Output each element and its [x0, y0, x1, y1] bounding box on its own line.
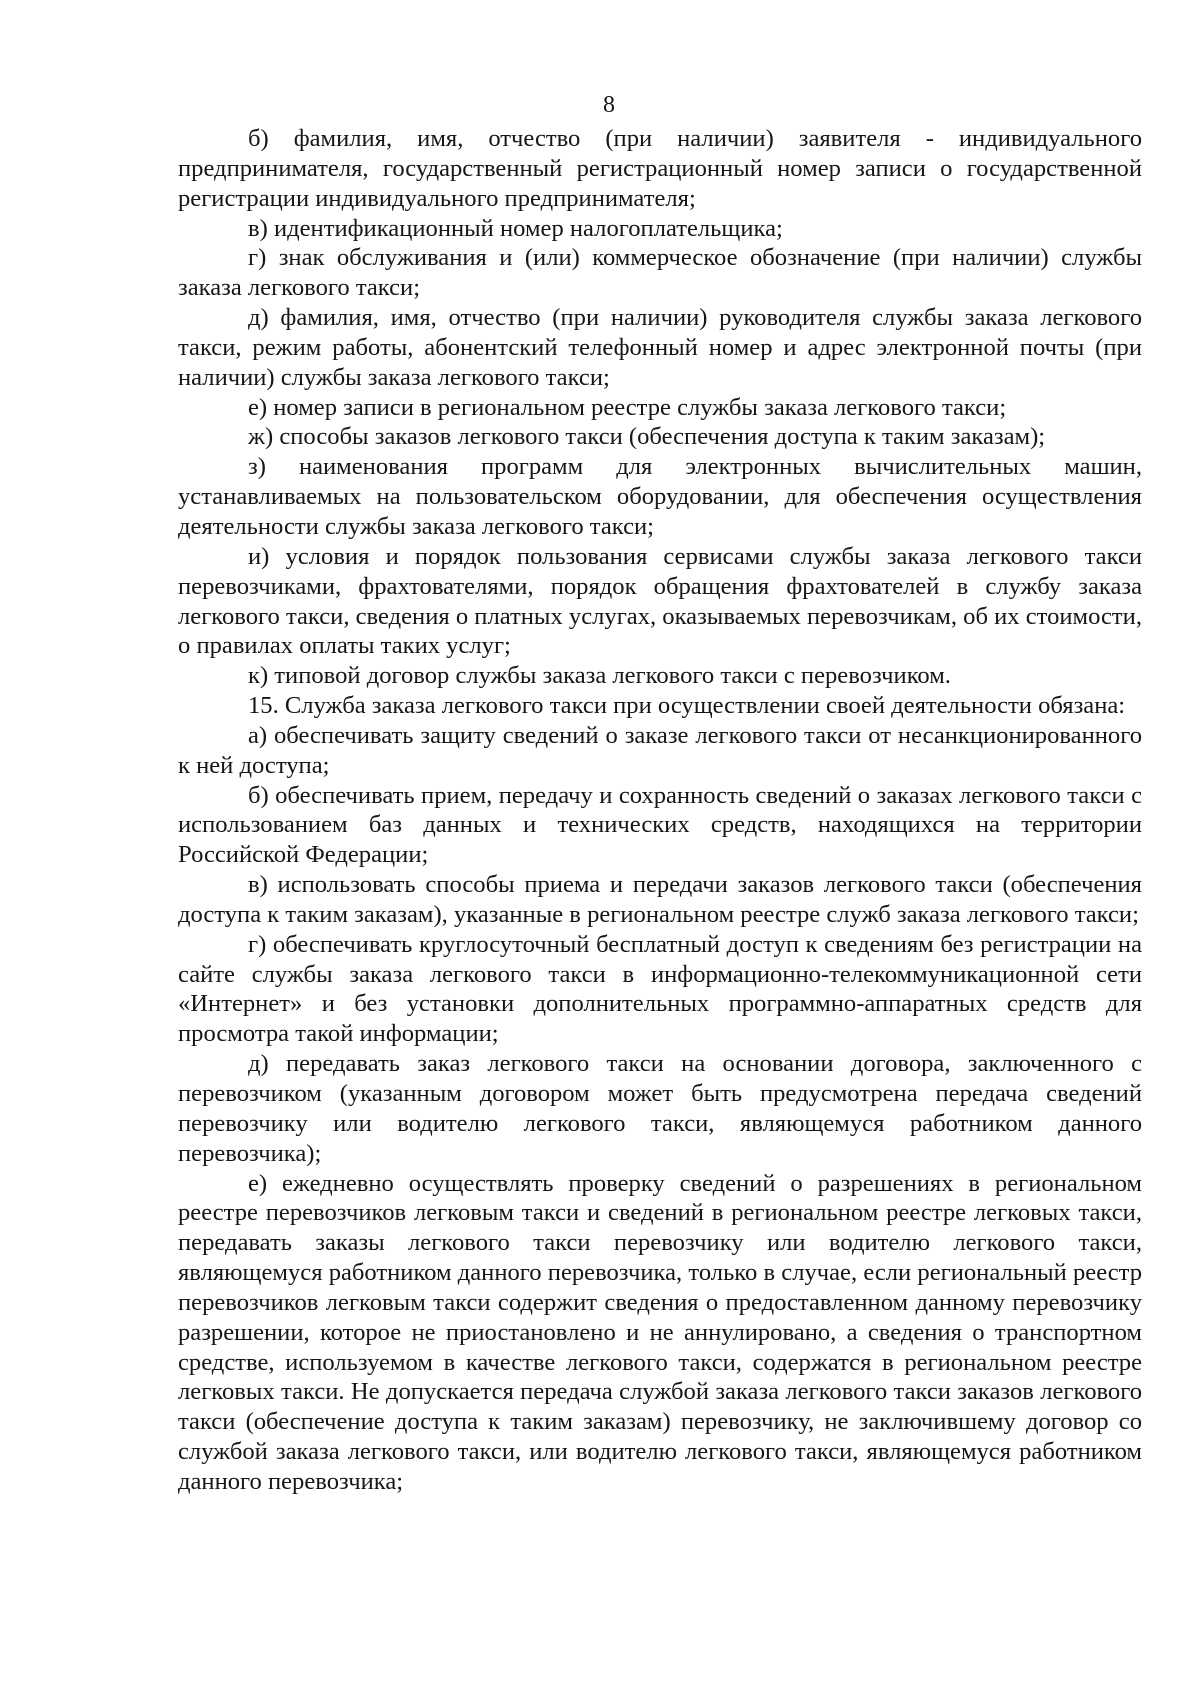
paragraph-b-data-storage: б) обеспечивать прием, передачу и сохранность сведений о заказах легкового такси с использованием баз данных и технических средств, находящихся на территории Российской Федерации; [178, 781, 1142, 869]
section-15-obligations: 15. Служба заказа легкового такси при осуществлении своей деятельности обязана: [248, 692, 1126, 720]
paragraph-g-free-access: г) обеспечивать круглосуточный бесплатный доступ к сведениям без регистрации на сайте службы заказа легкового такси в информационно-телекоммуникационной сети «Интернет» и без установки дополнительных программно-аппаратных средств для просмотра такой информации; [178, 930, 1142, 1048]
paragraph-b-applicant-name: б) фамилия, имя, отчество (при наличии) заявителя - индивидуального предпринимателя, государственный регистрационный номер записи о государственной регистрации индивидуального предпринимателя; [178, 125, 1142, 212]
paragraph-v-order-reception: в) использовать способы приема и передачи заказов легкового такси (обеспечения доступа к таким заказам), указанные в региональном реестре служб заказа легкового такси; [178, 871, 1142, 928]
paragraph-v-taxpayer-id: в) идентификационный номер налогоплательщика; [248, 214, 783, 242]
document-body [178, 124, 1142, 1497]
paragraph-d-manager-contacts: д) фамилия, имя, отчество (при наличии) руководителя службы заказа легкового такси, режим работы, абонентский телефонный номер и адрес электронной почты (при наличии) службы заказа легкового такси; [178, 304, 1142, 391]
paragraph-e-registry-record: е) номер записи в региональном реестре службы заказа легкового такси; [248, 393, 1007, 421]
paragraph-g-service-mark: г) знак обслуживания и (или) коммерческое обозначение (при наличии) службы заказа легкового такси; [178, 244, 1142, 302]
paragraph-z-software-names: з) наименования программ для электронных вычислительных машин, устанавливаемых на пользовательском оборудовании, для обеспечения осуществления деятельности службы заказа легкового такси; [178, 453, 1142, 540]
paragraph-e-daily-verification: е) ежедневно осуществлять проверку сведений о разрешениях в региональном реестре перевозчиков легковым такси и сведений в региональном реестре легковых такси, передавать заказы легкового такси перевозчику или водителю легкового такси, являющемуся работником данного перевозчика, только в случае, если региональный реестр перевозчиков легковым такси содержит сведения о предоставленном данному перевозчику разрешении, которое не приостановлено и не аннулировано, а сведения о транспортном средстве, используемом в качестве легкового такси, содержатся в региональном реестре легковых такси. Не допускается передача службой заказа легкового такси заказов легкового такси (обеспечение доступа к таким заказам) перевозчику, не заключившему договор со службой заказа легкового такси, или водителю легкового такси, являющемуся работником данного перевозчика; [178, 1169, 1142, 1495]
paragraph-i-service-terms: и) условия и порядок пользования сервисами службы заказа легкового такси перевозчиками, фрахтователями, порядок обращения фрахтователей в службу заказа легкового такси, сведения о платных услугах, оказываемых перевозчикам, об их стоимости, о правилах оплаты таких услуг; [178, 542, 1142, 660]
paragraph-k-standard-contract: к) типовой договор службы заказа легкового такси с перевозчиком. [248, 662, 951, 690]
paragraph-a-data-protection: а) обеспечивать защиту сведений о заказе легкового такси от несанкционированного к ней доступа; [178, 721, 1142, 779]
page-number: 8 [603, 92, 615, 118]
paragraph-d-order-transfer: д) передавать заказ легкового такси на основании договора, заключенного с перевозчиком (указанным договором может быть предусмотрена передача сведений перевозчику или водителю легкового такси, являющемуся работником данного перевозчика); [178, 1050, 1142, 1167]
paragraph-zh-order-methods: ж) способы заказов легкового такси (обеспечения доступа к таким заказам); [248, 423, 1046, 451]
